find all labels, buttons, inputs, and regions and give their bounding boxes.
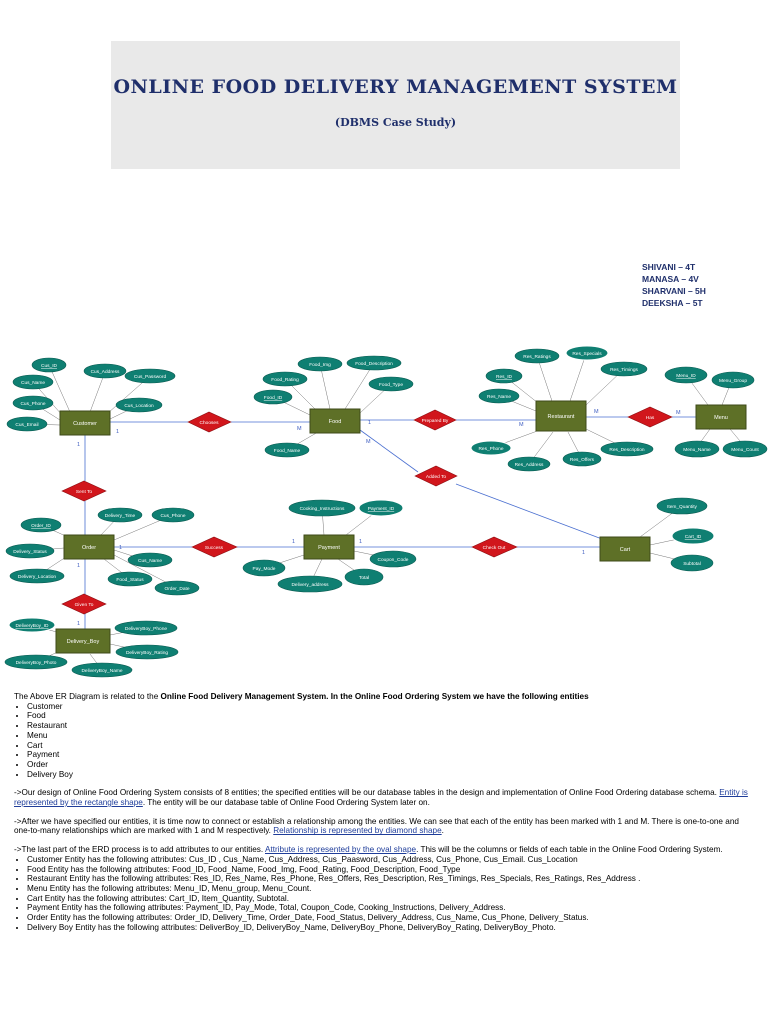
attribute-label: Cus_Address (90, 370, 120, 375)
attribute-label: Cus_Location (124, 404, 154, 409)
description-section (14, 692, 756, 932)
svg-text:Has: Has (645, 416, 655, 421)
svg-text:Delivery_Boy: Delivery_Boy (66, 639, 100, 645)
attribute-label: DeliveryBoy_Name (81, 669, 123, 674)
relationship-given-to (62, 594, 106, 614)
list-item: • Payment (27, 750, 756, 760)
attribute-label: DeliveryBoy_Phone (124, 627, 168, 632)
cart-attributes (657, 498, 714, 571)
svg-text:Customer: Customer (73, 421, 97, 427)
list-item: • Customer (27, 702, 756, 712)
attribute-label: Cooking_Instructions (299, 507, 345, 512)
entity-order (64, 535, 114, 559)
svg-text:Restaurant: Restaurant (547, 414, 575, 420)
svg-text:Check Out: Check Out (482, 546, 506, 551)
list-item: • Food Entity has the following attributes: Food_ID, Food_Name, Food_Img, Food_Rating, Food_Description, Food_Type (27, 865, 756, 875)
list-item: • Cart (27, 741, 756, 751)
svg-text:Cart: Cart (619, 547, 631, 553)
cardinality-label: M (519, 422, 524, 428)
attribute-label: DeliveryBoy_Rating (125, 651, 169, 656)
cardinality-label: 1 (77, 563, 81, 569)
attribute-label: Food_Rating (271, 378, 299, 383)
attribute-label: Menu_Name (683, 448, 711, 453)
author-name: MANASA – 4V (642, 274, 699, 284)
svg-text:Added To: Added To (425, 475, 447, 480)
svg-text:Order: Order (81, 545, 97, 551)
entity-delivery-boy (56, 629, 110, 653)
entity-paragraph: ->Our design of Online Food Ordering System consists of 8 entities; the specified entities will be our database tables in the design and implementation of Online Food Ordering database schema. Entity is represented by the rectangle shape. The entity will be our database table of Online Food Ordering System later on. (14, 788, 748, 808)
cardinality-label: M (594, 409, 599, 415)
attribute-label: Res_Name (487, 395, 511, 400)
attribute-label: Delivery_address (291, 583, 329, 588)
attribute-label: Cus_Email (15, 423, 39, 428)
attribute-label: Order_Date (164, 587, 190, 592)
attribute-label: Food_Img (309, 363, 331, 368)
author-list (642, 261, 706, 309)
attribute-label: Cus_Name (138, 559, 162, 564)
svg-text:Given To: Given To (74, 603, 94, 608)
cardinality-label: 1 (119, 545, 123, 551)
svg-text:Success: Success (204, 546, 224, 551)
attribute-label: Res_Ratings (523, 355, 551, 360)
attribute-label: Cus_Name (21, 381, 45, 386)
entity-list (14, 702, 756, 780)
cardinality-label: 1 (116, 429, 120, 435)
relationship-success (192, 537, 237, 557)
list-item: • Order (27, 760, 756, 770)
attribute-label: Food_ID (263, 396, 283, 401)
list-item: • Payment Entity has the following attributes: Payment_ID, Pay_Mode, Total, Coupon_Code, Cooking_Instructions, Delivery_Address. (27, 903, 756, 913)
attribute-label: Menu_Count (731, 448, 759, 453)
list-item: • Delivery Boy (27, 770, 756, 780)
attribute-label: Cus_Phone (160, 514, 186, 519)
attribute-label: Food_Status (116, 578, 144, 583)
attribute-label: Res_Offers (569, 458, 595, 463)
intro-paragraph: The Above ER Diagram is related to the Online Food Delivery Management System. In the Online Food Ordering System we have the following entities (14, 692, 589, 701)
author-name: DEEKSHA – 5T (642, 298, 703, 308)
attribute-label: Delivery_Location (17, 575, 57, 580)
author-name: SHIVANI – 4T (642, 262, 696, 272)
attribute-label: Food_Type (378, 383, 404, 388)
attribute-label: Total (358, 576, 370, 581)
entity-menu (696, 405, 746, 429)
attribute-label: Res_ID (496, 375, 512, 380)
attribute-label: Cus_Phone (20, 402, 46, 407)
attribute-label: DeliveryBoy_Photo (15, 661, 57, 666)
entity-food (310, 409, 360, 433)
entity-payment (304, 535, 354, 559)
food-attributes (254, 356, 413, 457)
er-diagram (0, 345, 768, 690)
svg-text:Chooses: Chooses (199, 421, 219, 426)
attribute-label: Item_Quantity (667, 505, 697, 510)
list-item: • Menu Entity has the following attributes: Menu_ID, Menu_group, Menu_Count. (27, 884, 756, 894)
attribute-label: Cus_ID (41, 364, 57, 369)
attribute-label: Delivery_Time (104, 514, 136, 519)
list-item: • Menu (27, 731, 756, 741)
cardinality-label: 1 (359, 539, 363, 545)
attribute-paragraph: ->The last part of the ERD process is to add attributes to our entities. Attribute is represented by the oval shape. This will be the columns or fields of each table in the Online Food Ordering System. (14, 845, 723, 855)
attribute-label: Delivery_Status (13, 550, 47, 555)
list-item: • Restaurant (27, 721, 756, 731)
relationship-prepared-by (414, 410, 456, 430)
cardinality-label: M (676, 410, 681, 416)
cardinality-label: 1 (77, 442, 81, 448)
relationship-added-to (415, 466, 457, 486)
svg-text:Menu: Menu (714, 415, 728, 421)
cardinality-label: M (366, 439, 371, 445)
relationship-paragraph: ->After we have specified our entities, it is time now to connect or establish a relationship among the entities. We can see that each of the entity has been marked with 1 and M. There is one-to-one and one-to-many relationships which are marked with 1 and M respectively. Relationship is represented by diamond shape. (14, 816, 739, 836)
cardinality-label: M (297, 426, 302, 432)
attribute-label: Cus_Password (133, 375, 167, 380)
svg-text:Food: Food (328, 419, 342, 425)
attribute-label: Res_Timings (610, 368, 638, 373)
list-item: • Cart Entity has the following attributes: Cart_ID, Item_Quantity, Subtotal. (27, 894, 756, 904)
attribute-label: Coupon_Code (377, 558, 409, 563)
relationship-has (628, 407, 672, 427)
attribute-label: Payment_ID (367, 507, 395, 512)
attribute-label: Pay_Mode (252, 567, 276, 572)
attribute-label: Res_Specials (572, 352, 602, 357)
cardinality-label: 1 (77, 621, 81, 627)
entity-customer (60, 411, 110, 435)
attribute-label: Subtotal (683, 562, 701, 567)
list-item: • Order Entity has the following attributes: Order_ID, Delivery_Time, Order_Date, Food_Status, Delivery_Address, Cus_Name, Cus_Phone, Delivery_Status. (27, 913, 756, 923)
cardinality-label: 1 (292, 539, 296, 545)
svg-text:Sent To: Sent To (75, 490, 93, 495)
attribute-label: Cart_ID (684, 535, 702, 540)
entity-cart (600, 537, 650, 561)
entity-restaurant (536, 401, 586, 431)
attribute-label: DeliveryBoy_ID (15, 624, 49, 629)
attribute-label: Res_Description (609, 448, 645, 453)
attribute-label: Food_Description (355, 362, 393, 367)
list-item: • Food (27, 711, 756, 721)
cardinality-label: 1 (368, 420, 372, 426)
relationship-chooses (188, 412, 231, 432)
svg-text:Prepared By: Prepared By (421, 419, 449, 424)
document-subtitle: (DBMS Case Study) (334, 116, 457, 129)
list-item: • Delivery Boy Entity has the following attributes: DeliverBoy_ID, DeliveryBoy_Name, DeliveryBoy_Phone, DeliveryBoy_Rating, DeliveryBoy_Photo. (27, 923, 756, 933)
attribute-label: Menu_ID (676, 374, 696, 379)
attribute-label: Res_Address (514, 463, 544, 468)
list-item: • Restaurant Entity has the following attributes: Res_ID, Res_Name, Res_Phone, Res_Offers, Res_Description, Res_Timings, Res_Specials, Res_Ratings, Res_Address . (27, 874, 756, 884)
author-name: SHARVANI – 5H (642, 286, 706, 296)
title-box (111, 41, 680, 169)
attribute-list (14, 855, 756, 933)
attribute-label: Res_Phone (478, 447, 504, 452)
relationship-check-out (472, 537, 517, 557)
cardinality-label: 1 (582, 550, 586, 556)
attribute-label: Food_Name (273, 449, 301, 454)
list-item: • Customer Entity has the following attributes: Cus_ID , Cus_Name, Cus_Address, Cus_Paasword, Cus_Address, Cus_Phone, Cus_Email. Cus_Location (27, 855, 756, 865)
relationship-sent-to (62, 481, 106, 501)
svg-text:Payment: Payment (318, 545, 340, 551)
attribute-label: Menu_Group (719, 379, 747, 384)
document-title: ONLINE FOOD DELIVERY MANAGEMENT SYSTEM (113, 76, 678, 98)
attribute-label: Order_ID (31, 524, 51, 529)
